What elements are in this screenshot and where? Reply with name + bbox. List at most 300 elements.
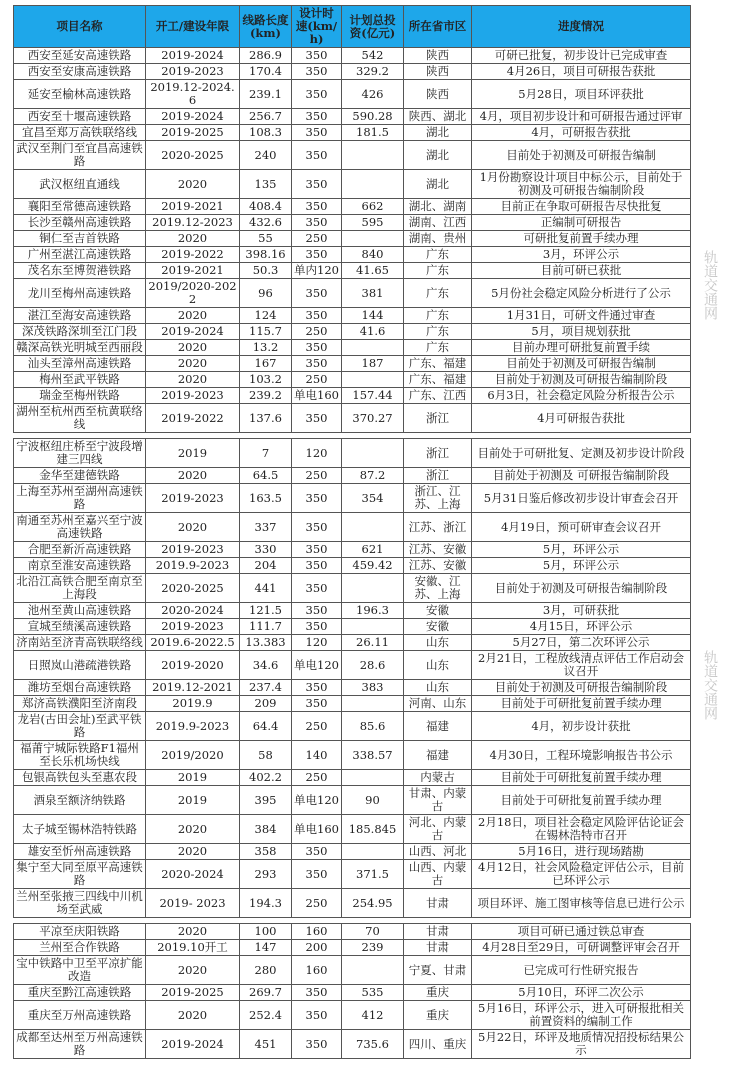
cell-line-length: 34.6 [240,651,292,680]
cell-line-length: 108.3 [240,125,292,141]
cell-project-name: 集宁至大同至原平高速铁路 [14,860,146,889]
cell-province: 山西、河北 [404,844,472,860]
cell-construction-period: 2019.12-2021 [146,680,240,696]
cell-project-name: 北沿江高铁合肥至南京至上海段 [14,574,146,603]
cell-planned-investment: 426 [342,80,404,109]
cell-construction-period: 2020 [146,956,240,985]
cell-province: 山东 [404,635,472,651]
cell-project-name: 瑞金至梅州铁路 [14,388,146,404]
cell-line-length: 204 [240,558,292,574]
cell-line-length: 100 [240,924,292,940]
table-row [14,786,691,815]
cell-construction-period: 2019-2022 [146,404,240,433]
cell-progress: 目前处于初测及可研报告编制阶段 [472,574,691,603]
cell-construction-period: 2019.9-2023 [146,712,240,741]
cell-line-length: 50.3 [240,263,292,279]
cell-design-speed: 140 [292,741,342,770]
cell-line-length: 432.6 [240,215,292,231]
cell-progress: 目前处于可研批复前置手续办理 [472,786,691,815]
cell-line-length: 337 [240,513,292,542]
cell-design-speed: 120 [292,439,342,468]
cell-project-name: 宣城至绩溪高速铁路 [14,619,146,635]
cell-province: 湖南、江西 [404,215,472,231]
cell-project-name: 兰州至张掖三四线中川机场至武威 [14,889,146,918]
cell-progress: 5月28日，项目环评获批 [472,80,691,109]
cell-project-name: 池州至黄山高速铁路 [14,603,146,619]
cell-line-length: 64.5 [240,468,292,484]
table-row [14,324,691,340]
cell-planned-investment: 28.6 [342,651,404,680]
cell-design-speed: 350 [292,356,342,372]
table-row [14,770,691,786]
cell-project-name: 襄阳至常德高速铁路 [14,199,146,215]
cell-planned-investment: 85.6 [342,712,404,741]
cell-construction-period: 2019.9-2023 [146,558,240,574]
cell-project-name: 酒泉至额济纳铁路 [14,786,146,815]
cell-project-name: 重庆至万州高速铁路 [14,1001,146,1030]
table-row [14,985,691,1001]
cell-line-length: 103.2 [240,372,292,388]
cell-province: 广东 [404,340,472,356]
cell-design-speed: 350 [292,1030,342,1059]
cell-design-speed: 350 [292,199,342,215]
table-row [14,712,691,741]
cell-province: 甘肃、内蒙古 [404,786,472,815]
project-table-section-3 [13,923,691,1059]
cell-project-name: 汕头至漳州高速铁路 [14,356,146,372]
cell-project-name: 济南站至济青高铁联络线 [14,635,146,651]
cell-province: 甘肃 [404,940,472,956]
table-row [14,372,691,388]
table-row [14,940,691,956]
cell-province: 宁夏、甘肃 [404,956,472,985]
cell-planned-investment [342,619,404,635]
cell-planned-investment: 87.2 [342,468,404,484]
table-row [14,199,691,215]
column-header-project-name: 项目名称 [14,6,146,48]
cell-design-speed: 250 [292,231,342,247]
cell-design-speed: 350 [292,215,342,231]
cell-project-name: 郑济高铁濮阳至济南段 [14,696,146,712]
cell-progress: 1月31日，可研文件通过审查 [472,308,691,324]
cell-progress: 3月，环评公示 [472,247,691,263]
cell-planned-investment: 371.5 [342,860,404,889]
cell-progress: 5月22日，环评及地质情况招投标结果公示 [472,1030,691,1059]
cell-construction-period: 2020 [146,308,240,324]
cell-line-length: 286.9 [240,48,292,64]
cell-construction-period: 2019 [146,770,240,786]
cell-project-name: 包银高铁包头至惠农段 [14,770,146,786]
cell-planned-investment: 41.6 [342,324,404,340]
cell-line-length: 280 [240,956,292,985]
cell-design-speed: 350 [292,484,342,513]
cell-planned-investment: 840 [342,247,404,263]
cell-province: 湖北 [404,125,472,141]
cell-design-speed: 350 [292,48,342,64]
cell-planned-investment: 90 [342,786,404,815]
cell-construction-period: 2019-2024 [146,48,240,64]
cell-line-length: 111.7 [240,619,292,635]
table-row [14,340,691,356]
table-row [14,603,691,619]
cell-construction-period: 2020 [146,1001,240,1030]
cell-planned-investment: 254.95 [342,889,404,918]
table-row [14,889,691,918]
cell-planned-investment [342,844,404,860]
cell-design-speed: 单内120 [292,263,342,279]
cell-progress: 4月，项目初步设计和可研报告通过评审 [472,109,691,125]
cell-progress: 目前办理可研批复前置手续 [472,340,691,356]
cell-line-length: 239.1 [240,80,292,109]
cell-project-name: 梅州至武平铁路 [14,372,146,388]
cell-project-name: 宜昌至郑万高铁联络线 [14,125,146,141]
cell-progress: 4月可研报告获批 [472,404,691,433]
table-row [14,141,691,170]
cell-line-length: 398.16 [240,247,292,263]
cell-design-speed: 250 [292,468,342,484]
cell-project-name: 合肥至新沂高速铁路 [14,542,146,558]
cell-design-speed: 350 [292,80,342,109]
watermark: 轨道交通网 [702,650,718,720]
cell-planned-investment: 535 [342,985,404,1001]
cell-project-name: 潍坊至烟台高速铁路 [14,680,146,696]
cell-planned-investment: 590.28 [342,109,404,125]
table-row [14,542,691,558]
cell-project-name: 兰州至合作铁路 [14,940,146,956]
cell-design-speed: 250 [292,712,342,741]
table-row [14,815,691,844]
table-row [14,844,691,860]
cell-province: 江苏、安徽 [404,542,472,558]
cell-project-name: 龙岩(古田会址)至武平铁路 [14,712,146,741]
cell-planned-investment: 383 [342,680,404,696]
cell-province: 浙江、江苏、上海 [404,484,472,513]
cell-planned-investment: 354 [342,484,404,513]
cell-line-length: 115.7 [240,324,292,340]
project-table-section-1 [13,5,691,433]
cell-construction-period: 2019-2023 [146,484,240,513]
cell-construction-period: 2020 [146,231,240,247]
cell-planned-investment: 338.57 [342,741,404,770]
cell-line-length: 330 [240,542,292,558]
cell-province: 甘肃 [404,924,472,940]
cell-construction-period: 2020-2025 [146,141,240,170]
cell-progress: 5月31日鉴后修改初步设计审查会召开 [472,484,691,513]
cell-line-length: 194.3 [240,889,292,918]
cell-progress: 5月10日，环评二次公示 [472,985,691,1001]
cell-progress: 5月，项目规划获批 [472,324,691,340]
cell-line-length: 121.5 [240,603,292,619]
cell-progress: 5月27日，第二次环评公示 [472,635,691,651]
table-row [14,468,691,484]
cell-design-speed: 350 [292,340,342,356]
cell-progress: 可研批复前置手续办理 [472,231,691,247]
cell-project-name: 平凉至庆阳铁路 [14,924,146,940]
cell-progress: 5月份社会稳定风险分析进行了公示 [472,279,691,308]
cell-design-speed: 250 [292,324,342,340]
cell-planned-investment: 157.44 [342,388,404,404]
table-row [14,388,691,404]
cell-planned-investment [342,439,404,468]
cell-construction-period: 2019-2024 [146,1030,240,1059]
cell-line-length: 293 [240,860,292,889]
cell-line-length: 147 [240,940,292,956]
cell-design-speed: 350 [292,844,342,860]
cell-province: 重庆 [404,985,472,1001]
cell-project-name: 南京至淮安高速铁路 [14,558,146,574]
cell-planned-investment [342,141,404,170]
cell-line-length: 209 [240,696,292,712]
cell-province: 广东、福建 [404,372,472,388]
cell-line-length: 451 [240,1030,292,1059]
cell-progress: 项目环评、施工图审核等信息已进行公示 [472,889,691,918]
table-row [14,956,691,985]
cell-province: 浙江 [404,468,472,484]
cell-planned-investment [342,513,404,542]
cell-construction-period: 2019-2024 [146,109,240,125]
cell-line-length: 240 [240,141,292,170]
cell-line-length: 96 [240,279,292,308]
cell-project-name: 广州至湛江高速铁路 [14,247,146,263]
cell-design-speed: 350 [292,109,342,125]
cell-line-length: 237.4 [240,680,292,696]
cell-project-name: 武汉至荆门至宜昌高速铁路 [14,141,146,170]
cell-construction-period: 2019.12-2023 [146,215,240,231]
cell-progress: 5月，环评公示 [472,542,691,558]
cell-planned-investment: 412 [342,1001,404,1030]
cell-design-speed: 350 [292,125,342,141]
cell-planned-investment [342,231,404,247]
table-row [14,484,691,513]
cell-project-name: 铜仁至吉首铁路 [14,231,146,247]
cell-planned-investment: 662 [342,199,404,215]
cell-construction-period: 2019.12-2024.6 [146,80,240,109]
cell-planned-investment [342,372,404,388]
table-row [14,635,691,651]
cell-construction-period: 2019/2020 [146,741,240,770]
cell-design-speed: 350 [292,696,342,712]
cell-province: 四川、重庆 [404,1030,472,1059]
cell-project-name: 福莆宁城际铁路F1福州至长乐机场快线 [14,741,146,770]
cell-progress: 目前处于可研批复、定测及初步设计阶段 [472,439,691,468]
cell-province: 福建 [404,741,472,770]
cell-line-length: 358 [240,844,292,860]
cell-construction-period: 2020 [146,340,240,356]
cell-line-length: 239.2 [240,388,292,404]
cell-progress: 已完成可行性研究报告 [472,956,691,985]
cell-line-length: 402.2 [240,770,292,786]
cell-province: 广东 [404,308,472,324]
header-row [14,6,691,48]
cell-progress: 项目可研已通过铁总审查 [472,924,691,940]
table-row [14,860,691,889]
cell-province: 湖北、湖南 [404,199,472,215]
cell-line-length: 167 [240,356,292,372]
cell-design-speed: 350 [292,619,342,635]
cell-line-length: 55 [240,231,292,247]
cell-province: 广东、福建 [404,356,472,372]
watermark: 轨道交通网 [702,250,718,320]
cell-line-length: 163.5 [240,484,292,513]
cell-construction-period: 2019-2023 [146,542,240,558]
cell-progress: 4月30日，工程环境影响报告书公示 [472,741,691,770]
table-row [14,263,691,279]
cell-construction-period: 2019- 2023 [146,889,240,918]
cell-line-length: 441 [240,574,292,603]
cell-construction-period: 2020 [146,513,240,542]
cell-project-name: 龙川至梅州高速铁路 [14,279,146,308]
cell-progress: 4月12日，社会风险稳定评估公示，目前已环评公示 [472,860,691,889]
cell-design-speed: 350 [292,404,342,433]
cell-design-speed: 350 [292,141,342,170]
cell-progress: 目前处于初测及可研报告编制 [472,141,691,170]
cell-planned-investment: 187 [342,356,404,372]
cell-planned-investment: 239 [342,940,404,956]
cell-project-name: 重庆至黔江高速铁路 [14,985,146,1001]
cell-design-speed: 350 [292,247,342,263]
cell-project-name: 日照岚山港疏港铁路 [14,651,146,680]
cell-construction-period: 2019 [146,439,240,468]
cell-design-speed: 350 [292,513,342,542]
cell-design-speed: 350 [292,542,342,558]
cell-construction-period: 2019-2023 [146,619,240,635]
cell-planned-investment: 621 [342,542,404,558]
cell-construction-period: 2019-2023 [146,388,240,404]
cell-construction-period: 2019.10开工 [146,940,240,956]
cell-province: 广东 [404,279,472,308]
cell-project-name: 湖州至杭州西至杭黄联络线 [14,404,146,433]
cell-progress: 正编制可研报告 [472,215,691,231]
cell-province: 广东 [404,247,472,263]
cell-province: 湖北 [404,170,472,199]
cell-planned-investment: 735.6 [342,1030,404,1059]
cell-line-length: 170.4 [240,64,292,80]
cell-line-length: 395 [240,786,292,815]
cell-design-speed: 350 [292,985,342,1001]
cell-project-name: 宝中铁路中卫至平凉扩能改造 [14,956,146,985]
cell-project-name: 成都至达州至万州高速铁路 [14,1030,146,1059]
table-row [14,1030,691,1059]
cell-design-speed: 350 [292,1001,342,1030]
cell-province: 陕西、湖北 [404,109,472,125]
cell-planned-investment [342,770,404,786]
column-header-progress: 进度情况 [472,6,691,48]
cell-design-speed: 250 [292,770,342,786]
cell-progress: 3月，可研获批 [472,603,691,619]
cell-design-speed: 单电160 [292,815,342,844]
cell-design-speed: 250 [292,889,342,918]
cell-planned-investment: 370.27 [342,404,404,433]
cell-progress: 目前处于可研批复前置手续办理 [472,770,691,786]
cell-planned-investment: 329.2 [342,64,404,80]
cell-construction-period: 2020-2024 [146,603,240,619]
table-row [14,125,691,141]
cell-project-name: 雄安至忻州高速铁路 [14,844,146,860]
table-row [14,48,691,64]
table-row [14,404,691,433]
column-header-province: 所在省市区 [404,6,472,48]
cell-line-length: 135 [240,170,292,199]
cell-project-name: 西安至安康高速铁路 [14,64,146,80]
cell-province: 广东、江西 [404,388,472,404]
cell-progress: 目前正在争取可研报告尽快批复 [472,199,691,215]
cell-planned-investment [342,340,404,356]
cell-province: 广东 [404,324,472,340]
cell-design-speed: 160 [292,956,342,985]
cell-planned-investment: 26.11 [342,635,404,651]
cell-province: 湖南、贵州 [404,231,472,247]
table-row [14,308,691,324]
cell-construction-period: 2020 [146,815,240,844]
cell-design-speed: 350 [292,680,342,696]
column-header-line-length: 线路长度(km) [240,6,292,48]
table-row [14,231,691,247]
cell-progress: 4月28日至29日，可研调整评审会召开 [472,940,691,956]
table-row [14,109,691,125]
cell-design-speed: 单电120 [292,786,342,815]
cell-province: 河南、山东 [404,696,472,712]
table-row [14,558,691,574]
cell-project-name: 湛江至海安高速铁路 [14,308,146,324]
cell-progress: 目前处于初测及可研报告编制 [472,356,691,372]
cell-construction-period: 2019-2021 [146,263,240,279]
table-row [14,513,691,542]
cell-planned-investment: 196.3 [342,603,404,619]
cell-province: 浙江 [404,404,472,433]
cell-construction-period: 2019-2025 [146,985,240,1001]
cell-province: 安徽 [404,619,472,635]
cell-progress: 4月19日，预可研审查会议召开 [472,513,691,542]
cell-province: 山东 [404,651,472,680]
cell-project-name: 西安至十堰高速铁路 [14,109,146,125]
cell-design-speed: 350 [292,308,342,324]
cell-planned-investment: 144 [342,308,404,324]
cell-design-speed: 单电120 [292,651,342,680]
cell-project-name: 金华至建德铁路 [14,468,146,484]
cell-design-speed: 单电160 [292,388,342,404]
cell-project-name: 南通至苏州至嘉兴至宁波高速铁路 [14,513,146,542]
cell-planned-investment: 41.65 [342,263,404,279]
table-row [14,696,691,712]
table-row [14,80,691,109]
cell-project-name: 上海至苏州至湖州高速铁路 [14,484,146,513]
column-header-design-speed: 设计时速(km/h) [292,6,342,48]
cell-line-length: 256.7 [240,109,292,125]
cell-province: 安徽、江苏、上海 [404,574,472,603]
cell-planned-investment [342,696,404,712]
cell-planned-investment: 542 [342,48,404,64]
cell-progress: 2月21日，工程放线清点评估工作启动会议召开 [472,651,691,680]
cell-construction-period: 2019-2023 [146,64,240,80]
cell-design-speed: 350 [292,574,342,603]
table-row [14,279,691,308]
cell-planned-investment: 459.42 [342,558,404,574]
cell-project-name: 深茂铁路深圳至江门段 [14,324,146,340]
cell-planned-investment: 70 [342,924,404,940]
cell-construction-period: 2019-2022 [146,247,240,263]
cell-planned-investment [342,170,404,199]
cell-planned-investment [342,574,404,603]
cell-progress: 5月16日，进行现场踏勘 [472,844,691,860]
cell-province: 江苏、浙江 [404,513,472,542]
cell-progress: 目前处于初测及可研报告编制阶段 [472,680,691,696]
cell-construction-period: 2019.6-2022.5 [146,635,240,651]
table-row [14,439,691,468]
cell-progress: 5月，环评公示 [472,558,691,574]
table-row [14,651,691,680]
cell-construction-period: 2020 [146,356,240,372]
cell-construction-period: 2019/2020-2022 [146,279,240,308]
